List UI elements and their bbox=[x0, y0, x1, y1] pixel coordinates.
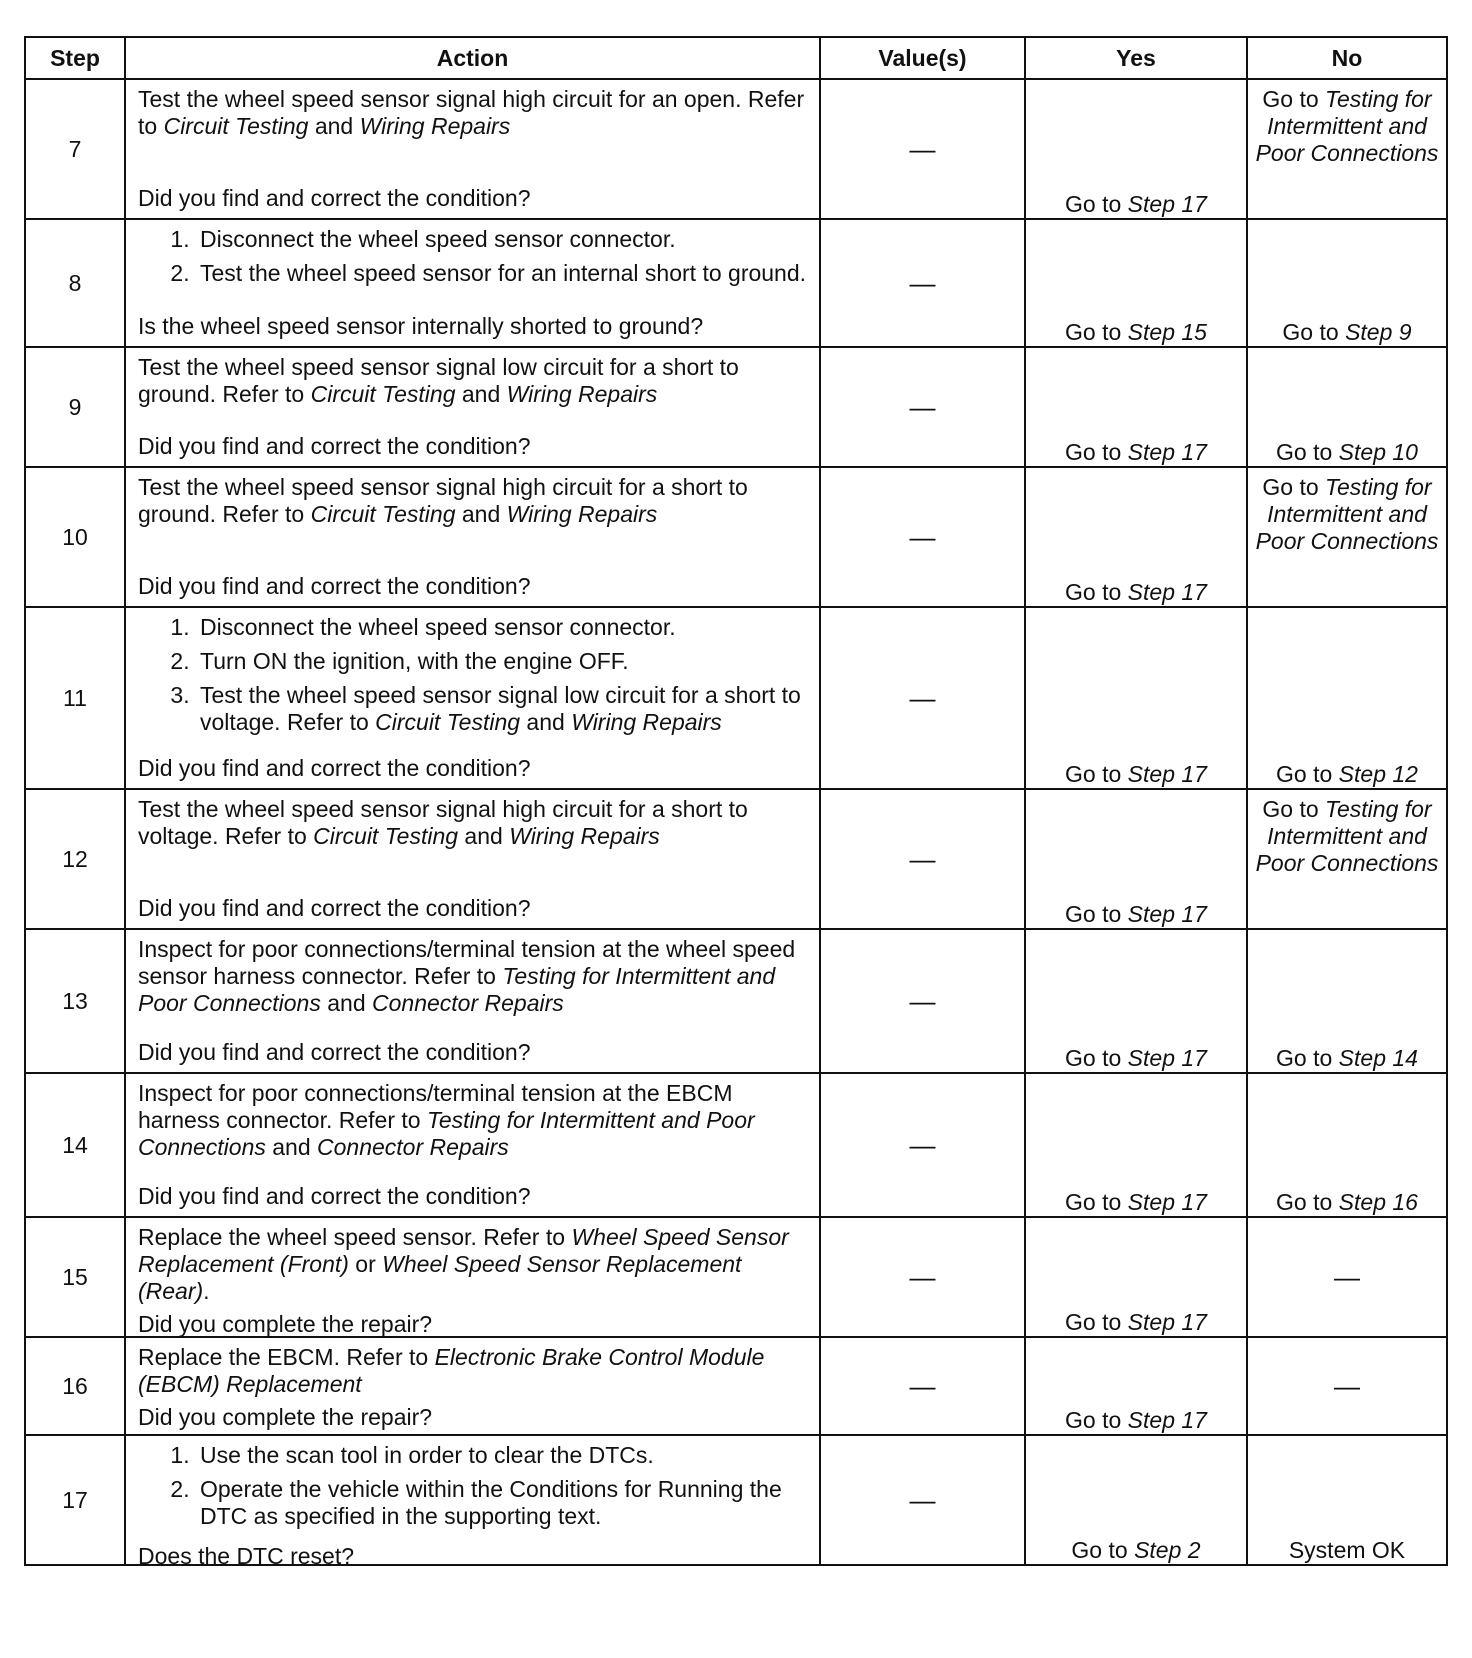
action-question: Is the wheel speed sensor internally shorted to ground? bbox=[138, 313, 704, 339]
step-number: 7 bbox=[25, 79, 125, 219]
action-text: Wiring Repairs bbox=[509, 823, 660, 849]
yes-text: Step 17 bbox=[1127, 191, 1207, 217]
value-cell: — bbox=[820, 1217, 1025, 1337]
action-body bbox=[138, 1224, 809, 1305]
yes-text: Step 17 bbox=[1127, 1407, 1207, 1433]
table-row bbox=[25, 1073, 1447, 1217]
action-text: Wiring Repairs bbox=[359, 113, 511, 139]
step-number: 13 bbox=[25, 929, 125, 1073]
action-text: or bbox=[348, 1251, 383, 1277]
no-cell bbox=[1247, 1073, 1447, 1217]
action-steps bbox=[138, 226, 809, 287]
yes-text: Step 17 bbox=[1127, 761, 1207, 787]
action-cell bbox=[125, 347, 820, 467]
table-row bbox=[25, 1217, 1447, 1337]
action-instruction bbox=[138, 1080, 809, 1161]
action-cell bbox=[125, 789, 820, 929]
action-text: and bbox=[458, 823, 510, 849]
header-action: Action bbox=[125, 37, 820, 79]
action-text: and bbox=[455, 501, 507, 527]
no-cell bbox=[1247, 1217, 1447, 1337]
table-row bbox=[25, 607, 1447, 789]
yes-text: Go to bbox=[1065, 191, 1128, 217]
header-values: Value(s) bbox=[820, 37, 1025, 79]
no-text: Go to bbox=[1276, 761, 1339, 787]
value-cell: — bbox=[820, 467, 1025, 607]
no-text: Testing for Intermittent and Poor Connections bbox=[1255, 796, 1439, 876]
no-text: Step 16 bbox=[1338, 1189, 1418, 1215]
value-cell: — bbox=[820, 219, 1025, 347]
action-cell bbox=[125, 1337, 820, 1435]
step-number: 9 bbox=[25, 347, 125, 467]
value-cell: — bbox=[820, 79, 1025, 219]
action-body bbox=[138, 1442, 809, 1537]
action-step-item bbox=[196, 614, 809, 641]
action-text: Circuit Testing bbox=[163, 113, 309, 139]
action-question: Did you find and correct the condition? bbox=[138, 755, 531, 781]
yes-text: Go to bbox=[1065, 1309, 1128, 1335]
action-text: Test the wheel speed sensor signal high circuit for a short to ground. Refer to bbox=[138, 474, 748, 527]
yes-text: Go to bbox=[1065, 579, 1128, 605]
no-cell bbox=[1247, 347, 1447, 467]
yes-cell bbox=[1025, 1073, 1247, 1217]
yes-text: Step 17 bbox=[1127, 1189, 1207, 1215]
action-instruction bbox=[138, 1224, 809, 1305]
value-cell: — bbox=[820, 1337, 1025, 1435]
step-number: 11 bbox=[25, 607, 125, 789]
action-instruction bbox=[138, 936, 809, 1017]
step-item-text: Turn ON the ignition, with the engine OFF. bbox=[200, 648, 629, 674]
action-text: Wheel Speed Sensor Replacement (Rear) bbox=[138, 1251, 742, 1304]
action-question: Did you find and correct the condition? bbox=[138, 433, 531, 459]
action-instruction bbox=[138, 1344, 809, 1398]
table-row bbox=[25, 1435, 1447, 1565]
action-instruction bbox=[138, 474, 809, 528]
action-step-item bbox=[196, 226, 809, 253]
action-body bbox=[138, 86, 809, 140]
no-cell bbox=[1247, 789, 1447, 929]
no-text: Step 12 bbox=[1338, 761, 1418, 787]
yes-text: Go to bbox=[1065, 1407, 1128, 1433]
yes-text: Step 17 bbox=[1127, 579, 1207, 605]
action-body bbox=[138, 936, 809, 1017]
yes-text: Step 15 bbox=[1127, 319, 1207, 345]
table-row bbox=[25, 467, 1447, 607]
action-text: and bbox=[308, 113, 360, 139]
action-cell bbox=[125, 467, 820, 607]
step-item-text: Circuit Testing bbox=[375, 709, 521, 735]
yes-cell bbox=[1025, 929, 1247, 1073]
step-number: 14 bbox=[25, 1073, 125, 1217]
yes-text: Go to bbox=[1071, 1537, 1135, 1563]
no-text: — bbox=[1334, 1370, 1360, 1401]
yes-cell bbox=[1025, 789, 1247, 929]
action-text: Wheel Speed Sensor Replacement (Front) bbox=[138, 1224, 789, 1277]
action-text: Circuit Testing bbox=[310, 501, 456, 527]
value-cell: — bbox=[820, 1435, 1025, 1565]
action-text: Test the wheel speed sensor signal high circuit for a short to voltage. Refer to bbox=[138, 796, 748, 849]
value-cell: — bbox=[820, 929, 1025, 1073]
action-body bbox=[138, 474, 809, 528]
header-yes: Yes bbox=[1025, 37, 1247, 79]
yes-cell bbox=[1025, 1217, 1247, 1337]
step-item-text: Wiring Repairs bbox=[571, 709, 722, 735]
step-number: 10 bbox=[25, 467, 125, 607]
action-text: Connector Repairs bbox=[372, 990, 564, 1016]
step-number: 15 bbox=[25, 1217, 125, 1337]
action-text: Test the wheel speed sensor signal low circuit for a short to ground. Refer to bbox=[138, 354, 739, 407]
no-cell bbox=[1247, 607, 1447, 789]
action-instruction bbox=[138, 354, 809, 408]
table-row bbox=[25, 347, 1447, 467]
table-row bbox=[25, 789, 1447, 929]
action-step-item bbox=[196, 682, 809, 736]
action-text: . bbox=[203, 1278, 210, 1304]
action-text: Testing for Intermittent and Poor Connections bbox=[138, 1107, 755, 1160]
action-body bbox=[138, 354, 809, 408]
table-row bbox=[25, 219, 1447, 347]
action-step-item bbox=[196, 260, 809, 287]
no-text: Step 10 bbox=[1338, 439, 1418, 465]
action-text: Test the wheel speed sensor signal high circuit for an open. Refer to bbox=[138, 86, 805, 139]
header-no: No bbox=[1247, 37, 1447, 79]
yes-text: Step 17 bbox=[1127, 439, 1207, 465]
action-cell bbox=[125, 929, 820, 1073]
action-question: Did you find and correct the condition? bbox=[138, 895, 531, 921]
step-number: 12 bbox=[25, 789, 125, 929]
action-body bbox=[138, 1080, 809, 1161]
action-step-item bbox=[196, 1442, 809, 1469]
value-cell: — bbox=[820, 789, 1025, 929]
action-text: Connector Repairs bbox=[317, 1134, 509, 1160]
action-steps bbox=[138, 614, 809, 736]
no-text: Go to bbox=[1276, 1189, 1339, 1215]
action-text: Inspect for poor connections/terminal tension at the wheel speed sensor harness connector. Refer to bbox=[138, 936, 796, 989]
action-step-item bbox=[196, 1476, 809, 1530]
table-row bbox=[25, 929, 1447, 1073]
action-instruction bbox=[138, 86, 809, 140]
action-question: Did you find and correct the condition? bbox=[138, 573, 531, 599]
no-cell bbox=[1247, 929, 1447, 1073]
yes-cell bbox=[1025, 219, 1247, 347]
yes-text: Step 17 bbox=[1127, 1309, 1207, 1335]
step-number: 17 bbox=[25, 1435, 125, 1565]
step-item-text: and bbox=[520, 709, 572, 735]
table-row bbox=[25, 79, 1447, 219]
yes-cell bbox=[1025, 1337, 1247, 1435]
no-cell bbox=[1247, 1435, 1447, 1565]
table-body bbox=[25, 79, 1447, 1569]
action-text: Wiring Repairs bbox=[506, 381, 658, 407]
action-body bbox=[138, 1344, 809, 1398]
no-text: Go to bbox=[1262, 796, 1326, 822]
no-text: Go to bbox=[1262, 474, 1326, 500]
no-text: Go to bbox=[1276, 439, 1339, 465]
step-item-text: Operate the vehicle within the Conditions for Running the DTC as specified in the supporting text. bbox=[200, 1476, 782, 1529]
action-cell bbox=[125, 607, 820, 789]
action-text: and bbox=[320, 990, 372, 1016]
action-step-item bbox=[196, 648, 809, 675]
no-text: Step 9 bbox=[1345, 319, 1412, 345]
value-cell: — bbox=[820, 1073, 1025, 1217]
yes-text: Go to bbox=[1065, 901, 1128, 927]
no-text: — bbox=[1334, 1261, 1360, 1292]
action-steps bbox=[138, 1442, 809, 1530]
yes-text: Go to bbox=[1065, 1045, 1128, 1071]
no-cell bbox=[1247, 1337, 1447, 1435]
no-text: Step 14 bbox=[1338, 1045, 1418, 1071]
action-question: Did you find and correct the condition? bbox=[138, 185, 531, 211]
action-text: Circuit Testing bbox=[313, 823, 459, 849]
yes-text: Go to bbox=[1065, 319, 1128, 345]
action-cell bbox=[125, 79, 820, 219]
yes-cell bbox=[1025, 467, 1247, 607]
no-text: System OK bbox=[1288, 1537, 1406, 1563]
step-number: 8 bbox=[25, 219, 125, 347]
action-body bbox=[138, 796, 809, 850]
action-instruction bbox=[138, 796, 809, 850]
table-row bbox=[25, 1337, 1447, 1435]
action-text: Replace the wheel speed sensor. Refer to bbox=[138, 1224, 572, 1250]
step-item-text: Test the wheel speed sensor signal low circuit for a short to voltage. Refer to bbox=[200, 682, 801, 735]
action-question: Does the DTC reset? bbox=[138, 1543, 355, 1569]
step-number: 16 bbox=[25, 1337, 125, 1435]
diagnostic-table bbox=[24, 36, 1448, 1569]
action-text: Replace the EBCM. Refer to bbox=[138, 1344, 435, 1370]
yes-text: Step 2 bbox=[1134, 1537, 1201, 1563]
action-question: Did you complete the repair? bbox=[138, 1404, 433, 1430]
step-item-text: Use the scan tool in order to clear the DTCs. bbox=[200, 1442, 654, 1468]
action-question: Did you find and correct the condition? bbox=[138, 1039, 531, 1065]
no-text: Testing for Intermittent and Poor Connections bbox=[1255, 474, 1439, 554]
no-cell bbox=[1247, 467, 1447, 607]
no-text: Go to bbox=[1282, 319, 1346, 345]
yes-text: Step 17 bbox=[1127, 901, 1207, 927]
yes-cell bbox=[1025, 347, 1247, 467]
yes-cell bbox=[1025, 607, 1247, 789]
action-text: Inspect for poor connections/terminal tension at the EBCM harness connector. Refer to bbox=[138, 1080, 733, 1133]
action-text: Circuit Testing bbox=[310, 381, 456, 407]
action-cell bbox=[125, 1435, 820, 1569]
no-text: Go to bbox=[1262, 86, 1326, 112]
value-cell: — bbox=[820, 607, 1025, 789]
action-question: Did you complete the repair? bbox=[138, 1311, 433, 1337]
header-row bbox=[25, 37, 1447, 79]
no-text: Testing for Intermittent and Poor Connections bbox=[1255, 86, 1439, 166]
step-item-text: Disconnect the wheel speed sensor connector. bbox=[200, 614, 676, 640]
action-text: and bbox=[265, 1134, 318, 1160]
action-cell bbox=[125, 1217, 820, 1337]
action-question: Did you find and correct the condition? bbox=[138, 1183, 531, 1209]
action-cell bbox=[125, 1073, 820, 1217]
action-text: and bbox=[455, 381, 507, 407]
no-cell bbox=[1247, 219, 1447, 347]
value-cell: — bbox=[820, 347, 1025, 467]
step-item-text: Disconnect the wheel speed sensor connector. bbox=[200, 226, 676, 252]
no-text: Go to bbox=[1276, 1045, 1339, 1071]
action-body bbox=[138, 614, 809, 743]
yes-text: Go to bbox=[1065, 439, 1128, 465]
action-text: Electronic Brake Control Module (EBCM) Replacement bbox=[138, 1344, 765, 1397]
action-text: Wiring Repairs bbox=[506, 501, 658, 527]
action-text: Testing for Intermittent and Poor Connections bbox=[138, 963, 776, 1016]
yes-text: Go to bbox=[1065, 1189, 1128, 1215]
step-item-text: Test the wheel speed sensor for an internal short to ground. bbox=[200, 260, 807, 286]
yes-cell bbox=[1025, 79, 1247, 219]
no-cell bbox=[1247, 79, 1447, 219]
yes-text: Go to bbox=[1065, 761, 1128, 787]
yes-text: Step 17 bbox=[1127, 1045, 1207, 1071]
action-cell bbox=[125, 219, 820, 347]
action-body bbox=[138, 226, 809, 294]
yes-cell bbox=[1025, 1435, 1247, 1565]
header-step: Step bbox=[25, 37, 125, 79]
